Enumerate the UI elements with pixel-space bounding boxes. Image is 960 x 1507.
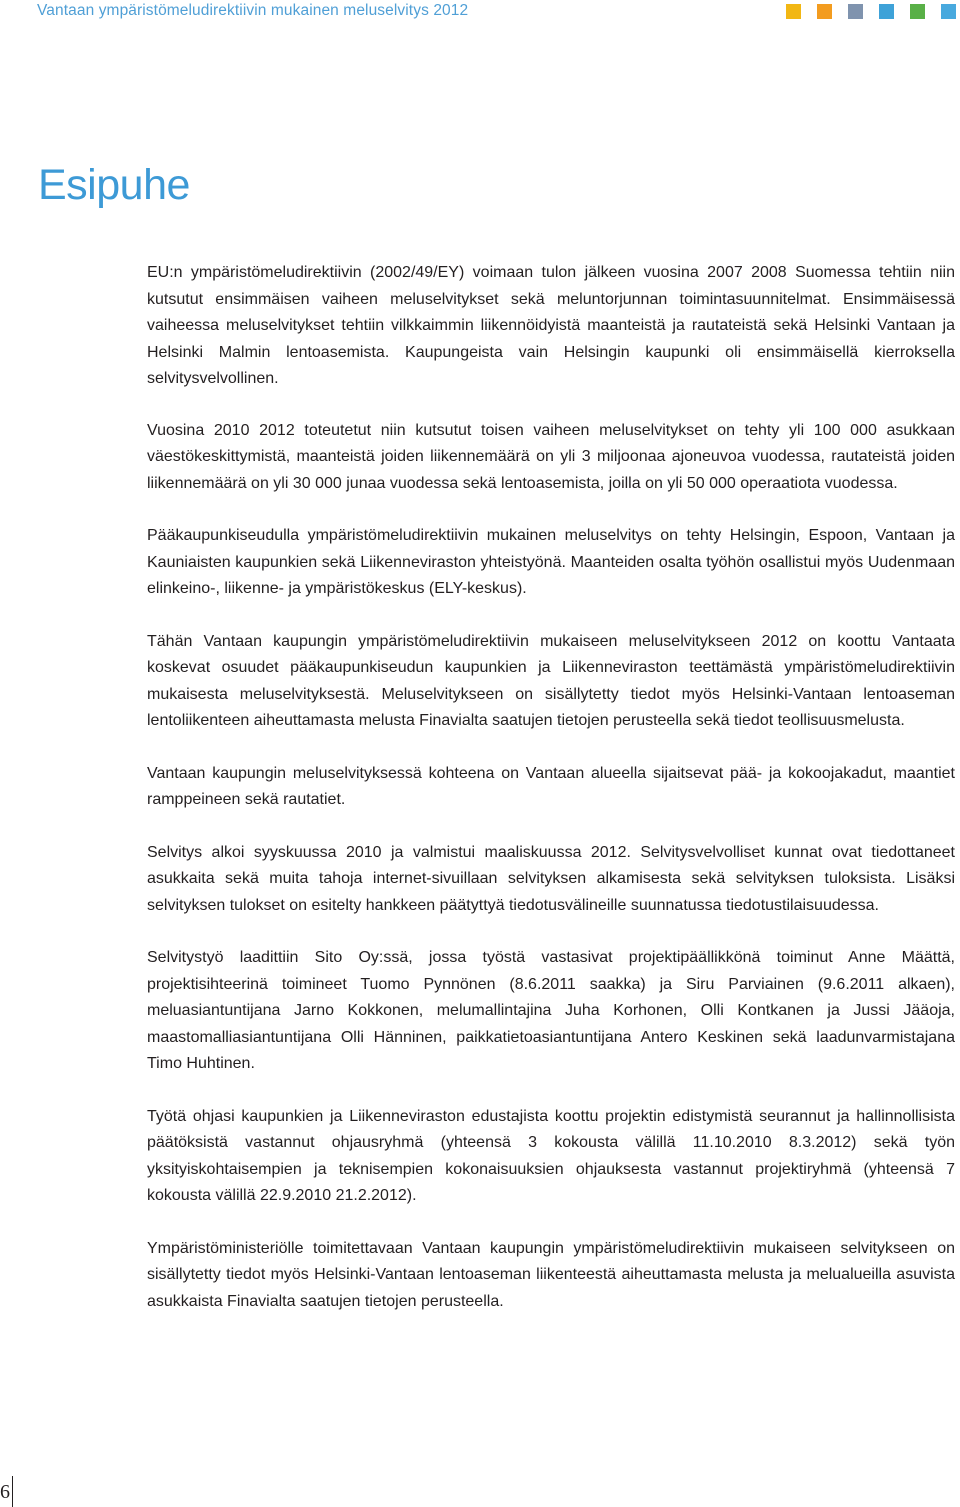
color-square-orange: [817, 4, 832, 19]
paragraph-ministry: Ympäristöministeriölle toimitettavaan Vantaan kaupungin ympäristömeludirektiivin mukaiseen selvitykseen on sisällytetty tiedot myös Helsinki-Vantaan lentoaseman liikenteestä aiheuttamasta melusta ja melualueilla asuvista asukkaista Finavialta saatujen tietojen perusteella.: [147, 1239, 955, 1310]
page-title: Esipuhe: [38, 161, 190, 209]
paragraph-survey-targets: Vantaan kaupungin meluselvityksessä kohteena on Vantaan alueella sijaitsevat pää- ja kokoojakadut, maantiet ramppeineen sekä rautatiet.: [147, 764, 955, 808]
paragraph-eu-directive: EU:n ympäristömeludirektiivin (2002/49/EY) voimaan tulon jälkeen vuosina 2007 2008 Suomessa tehtiin niin kutsutut ensimmäisen vaiheen meluselvitykset sekä meluntorjunnan toimintasuunnitelmat. Ensimmäisessä vaiheessa meluselvitykset tehtiin vilkkaimmin liikennöidyistä maanteistä ja rautateistä sekä Helsinki Vantaan ja Helsinki Malmin lentoasemista. Kaupungeista vain Helsingin kaupunki oli ensimmäisellä kierroksella selvitysvelvollinen.: [147, 264, 955, 387]
paragraph-project-team: Selvitystyö laadittiin Sito Oy:ssä, jossa työstä vastasivat projektipäällikkönä toiminut Anne Määttä, projektisihteerinä toimineet Tuomo Pynnönen (8.6.2011 saakka) ja Siru Parviainen (9.6.2011 alkaen), meluasiantuntijana Jarno Kokkonen, melumallintajina Juha Korhonen, Olli Kontkanen ja Jussi Jääoja, maastomalliasiantuntijana Olli Hänninen, paikkatietoasiantuntijana Antero Keskinen sekä laadunvarmistajana Timo Huhtinen.: [147, 949, 955, 1072]
color-square-light-blue: [941, 4, 956, 19]
page-number: 6: [0, 1481, 10, 1503]
color-squares-decoration: [770, 4, 956, 19]
body-text: [147, 260, 955, 1341]
paragraph-second-phase: Vuosina 2010 2012 toteutetut niin kutsutut toisen vaiheen meluselvitykset on tehty yli 100 000 asukkaan väestökeskittymistä, maanteistä joiden liikennemäärä on yli 3 miljoonaa ajoneuvoa vuodessa, rautateistä joiden liikennemäärä on yli 30 000 junaa vuodessa sekä lentoasemista, joilla on yli 50 000 operaatiota vuodessa.: [147, 421, 955, 492]
paragraph-capital-region: Pääkaupunkiseudulla ympäristömeludirektiivin mukainen meluselvitys on tehty Helsingin, Espoon, Vantaan ja Kauniaisten kaupunkien sekä Liikenneviraston yhteistyönä. Maanteiden osalta työhön osallistui myös Uudenmaan elinkeino-, liikenne- ja ympäristökeskus (ELY-keskus).: [147, 527, 955, 597]
paragraph-steering-group: Työtä ohjasi kaupunkien ja Liikenneviraston edustajista koottu projektin edistymistä seurannut ja hallinnollisista päätöksistä vastannut ohjausryhmä (yhteensä 3 kokousta välillä 11.10.2010 8.3.2012) sekä työn yksityiskohtaisempien ja teknisempien kokonaisuuksien ohjauksesta vastannut projektiryhmä (yhteensä 7 kokousta välillä 22.9.2010 21.2.2012).: [147, 1107, 955, 1204]
color-square-blue: [879, 4, 894, 19]
paragraph-schedule: Selvitys alkoi syyskuussa 2010 ja valmistui maaliskuussa 2012. Selvitysvelvolliset kunnat ovat tiedottaneet asukkaita sekä muita tahoja internet-sivuillaan selvityksen alkamisesta sekä selvityksen tuloksista. Lisäksi selvityksen tulokset on esitelty hankkeen päätyttyä tiedotusvälineille suunnatussa tiedotustilaisuudessa.: [147, 843, 955, 914]
color-square-green: [910, 4, 925, 19]
page-corner-line: [12, 1476, 13, 1507]
color-square-yellow: [786, 4, 801, 19]
paragraph-vantaa-survey: Tähän Vantaan kaupungin ympäristömeludirektiivin mukaiseen meluselvitykseen 2012 on koottu Vantaata koskevat osuudet pääkaupunkiseudun kaupunkien ja Liikenneviraston teettämästä ympäristömeludirektiivin mukaisesta meluselvityksestä. Meluselvitykseen on sisällytetty tiedot myös Helsinki-Vantaan lentoaseman lentoliikenteen aiheuttamasta melusta Finavialta saatujen tietojen perusteella sekä tiedot teollisuusmelusta.: [147, 632, 955, 729]
running-header: Vantaan ympäristömeludirektiivin mukainen meluselvitys 2012: [37, 2, 469, 19]
color-square-grey-blue: [848, 4, 863, 19]
